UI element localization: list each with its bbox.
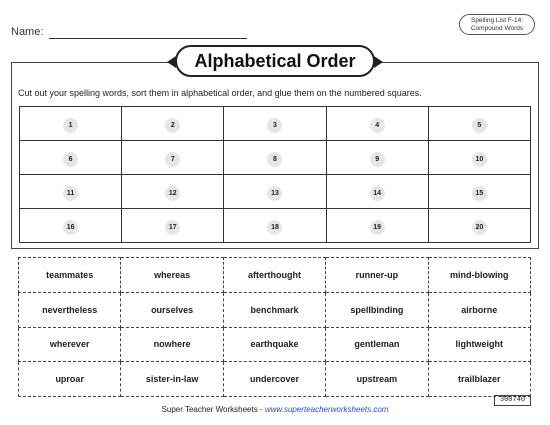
numbered-square	[428, 175, 530, 209]
numbered-square	[20, 209, 122, 243]
square-number: 4	[370, 118, 385, 133]
numbered-square	[326, 141, 428, 175]
word-row	[19, 292, 531, 327]
badge-line-1: Spelling List F-14:	[470, 17, 524, 24]
title-right-arrow-icon	[374, 56, 383, 68]
word-card: whereas	[121, 258, 223, 293]
numbered-square	[20, 141, 122, 175]
square-number: 13	[267, 186, 282, 201]
numbered-square	[122, 107, 224, 141]
name-line	[49, 38, 247, 39]
numbered-square	[428, 107, 530, 141]
word-row	[19, 258, 531, 293]
numbered-square	[326, 107, 428, 141]
word-card: trailblazer	[428, 362, 530, 397]
word-cutout-grid	[18, 257, 531, 397]
grid-row	[20, 107, 531, 141]
word-card: undercover	[223, 362, 325, 397]
square-number: 14	[370, 186, 385, 201]
numbered-square	[428, 141, 530, 175]
word-card: earthquake	[223, 327, 325, 362]
word-card: nevertheless	[19, 292, 121, 327]
square-number: 6	[63, 152, 78, 167]
spelling-list-badge	[459, 14, 535, 35]
numbered-square	[224, 209, 326, 243]
word-card: wherever	[19, 327, 121, 362]
word-card: airborne	[428, 292, 530, 327]
square-number: 10	[472, 152, 487, 167]
page-title	[175, 45, 375, 77]
word-card: nowhere	[121, 327, 223, 362]
square-number: 19	[370, 220, 385, 235]
numbered-square	[20, 175, 122, 209]
word-card: sister-in-law	[121, 362, 223, 397]
grid-row	[20, 209, 531, 243]
square-number: 12	[165, 186, 180, 201]
word-card: lightweight	[428, 327, 530, 362]
numbered-square	[122, 209, 224, 243]
square-number: 9	[370, 152, 385, 167]
word-card: upstream	[326, 362, 428, 397]
square-number: 1	[63, 118, 78, 133]
square-number: 18	[267, 220, 282, 235]
word-card: runner-up	[326, 258, 428, 293]
word-card: afterthought	[223, 258, 325, 293]
numbered-square	[224, 141, 326, 175]
word-card: mind-blowing	[428, 258, 530, 293]
numbered-square	[326, 175, 428, 209]
name-label: Name:	[11, 26, 44, 38]
word-card: teammates	[19, 258, 121, 293]
square-number: 15	[472, 186, 487, 201]
numbered-square	[224, 175, 326, 209]
numbered-square	[326, 209, 428, 243]
title-left-arrow-icon	[167, 56, 176, 68]
footer-site-name: Super Teacher Worksheets	[161, 405, 258, 414]
word-card: spellbinding	[326, 292, 428, 327]
numbered-square	[224, 107, 326, 141]
title-text: Alphabetical Order	[194, 50, 356, 71]
square-number: 20	[472, 220, 487, 235]
footer-separator: -	[257, 405, 265, 414]
word-card: gentleman	[326, 327, 428, 362]
square-number: 16	[63, 220, 78, 235]
word-card: ourselves	[121, 292, 223, 327]
numbered-square	[428, 209, 530, 243]
numbered-square	[122, 175, 224, 209]
instructions-text: Cut out your spelling words, sort them in alphabetical order, and glue them on the numbered squares.	[18, 88, 422, 98]
square-number: 11	[63, 186, 78, 201]
numbered-square	[20, 107, 122, 141]
square-number: 17	[165, 220, 180, 235]
grid-row	[20, 175, 531, 209]
square-number: 8	[267, 152, 282, 167]
square-number: 7	[165, 152, 180, 167]
square-number: 2	[165, 118, 180, 133]
numbered-squares-grid	[19, 106, 531, 243]
word-row	[19, 362, 531, 397]
footer	[0, 405, 550, 414]
badge-line-2: Compound Words	[470, 25, 524, 32]
word-row	[19, 327, 531, 362]
square-number: 3	[267, 118, 282, 133]
numbered-square	[122, 141, 224, 175]
word-card: uproar	[19, 362, 121, 397]
word-card: benchmark	[223, 292, 325, 327]
square-number: 5	[472, 118, 487, 133]
worksheet-code: 300740	[494, 395, 531, 406]
grid-row	[20, 141, 531, 175]
footer-url-link[interactable]: www.superteacherworksheets.com	[264, 405, 389, 414]
